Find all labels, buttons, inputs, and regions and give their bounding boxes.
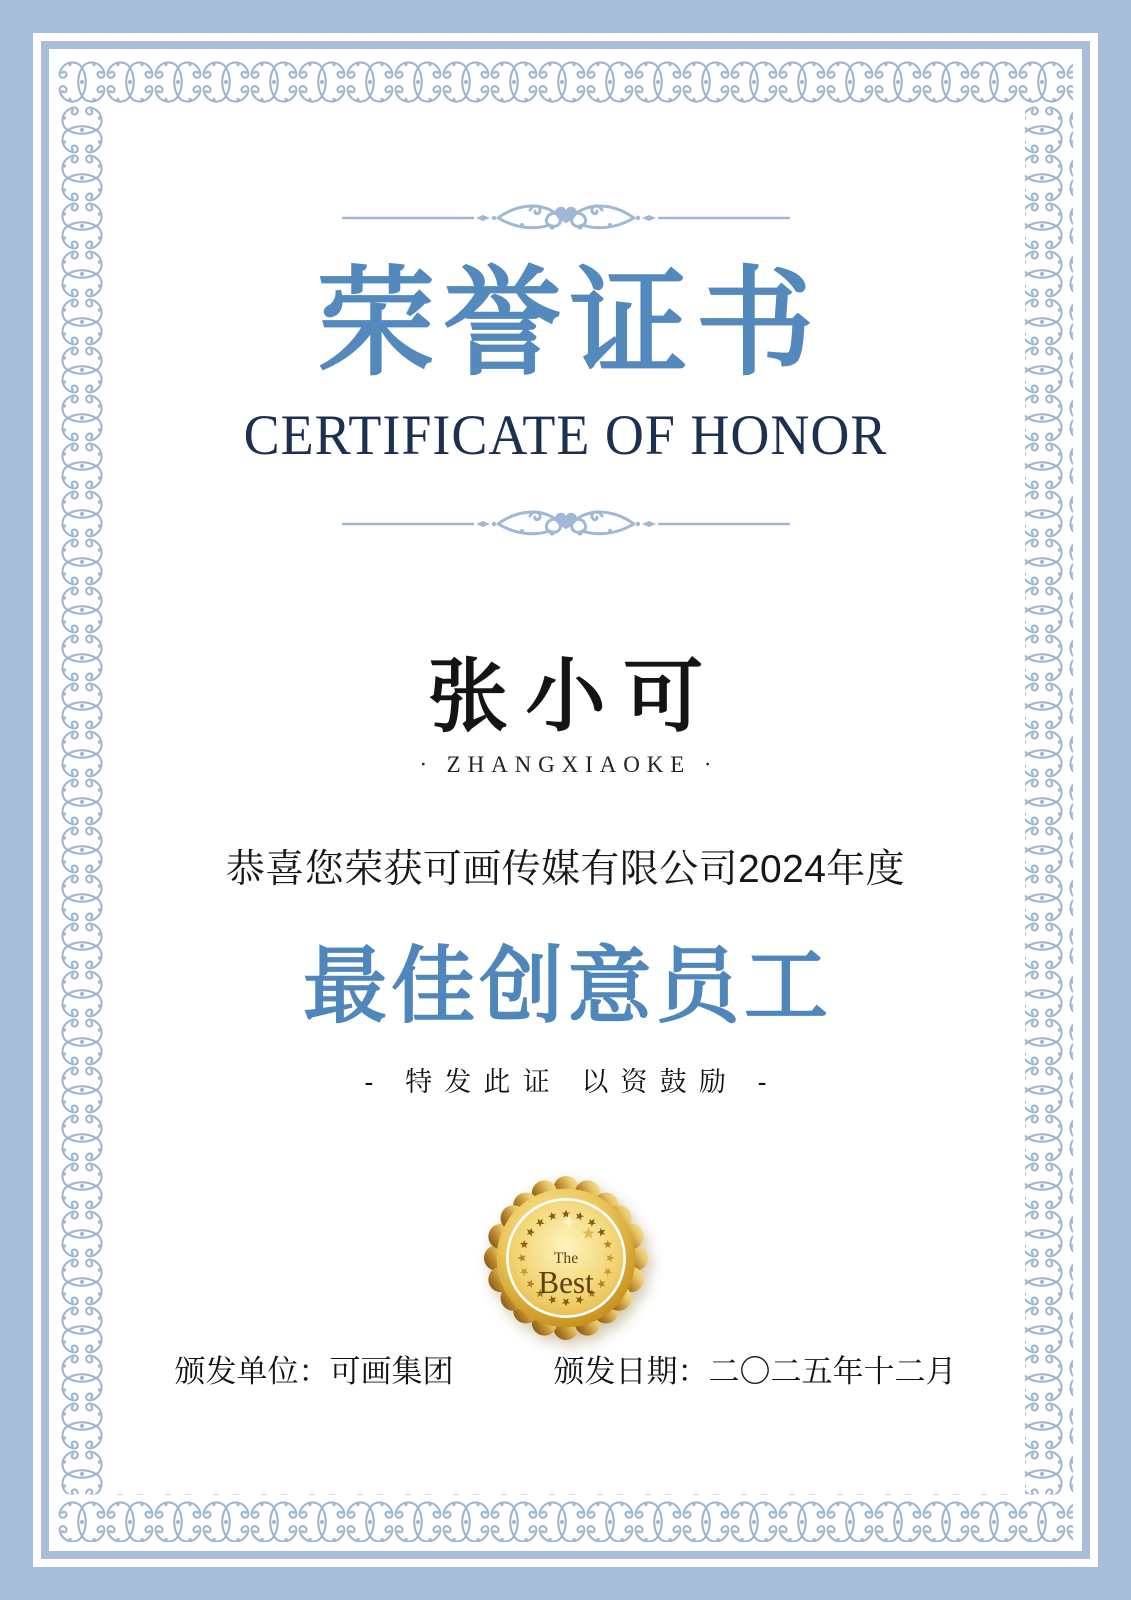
recipient-name-latin: · ZHANGXIAOKE ·: [419, 752, 719, 777]
flourish-divider-top: [336, 200, 796, 236]
certificate-title-cn: 荣誉证书: [317, 259, 823, 390]
footer-row: [0, 1346, 1131, 1398]
date-pair: [554, 1346, 957, 1398]
seal-word-the: The: [553, 1249, 578, 1267]
issuer-value: 可画集团: [329, 1354, 454, 1389]
congratulation-text: 恭喜您荣获可画传媒有限公司2024年度: [225, 848, 906, 891]
award-title: 最佳创意员工: [302, 941, 833, 1034]
recipient-name: 张小可: [427, 652, 721, 741]
flourish-divider-bottom: [336, 506, 796, 542]
seal-word-best: Best: [537, 1265, 594, 1301]
issuer-label: 颁发单位：: [174, 1354, 330, 1389]
gold-seal-badge: [483, 1175, 649, 1341]
date-label: 颁发日期：: [553, 1354, 709, 1389]
issuer-pair: [175, 1346, 454, 1398]
motto-text: - 特发此证 以资鼓励 -: [364, 1067, 779, 1097]
certificate-title-en: CERTIFICATE OF HONOR: [243, 403, 888, 467]
date-value: 二〇二五年十二月: [708, 1354, 957, 1389]
